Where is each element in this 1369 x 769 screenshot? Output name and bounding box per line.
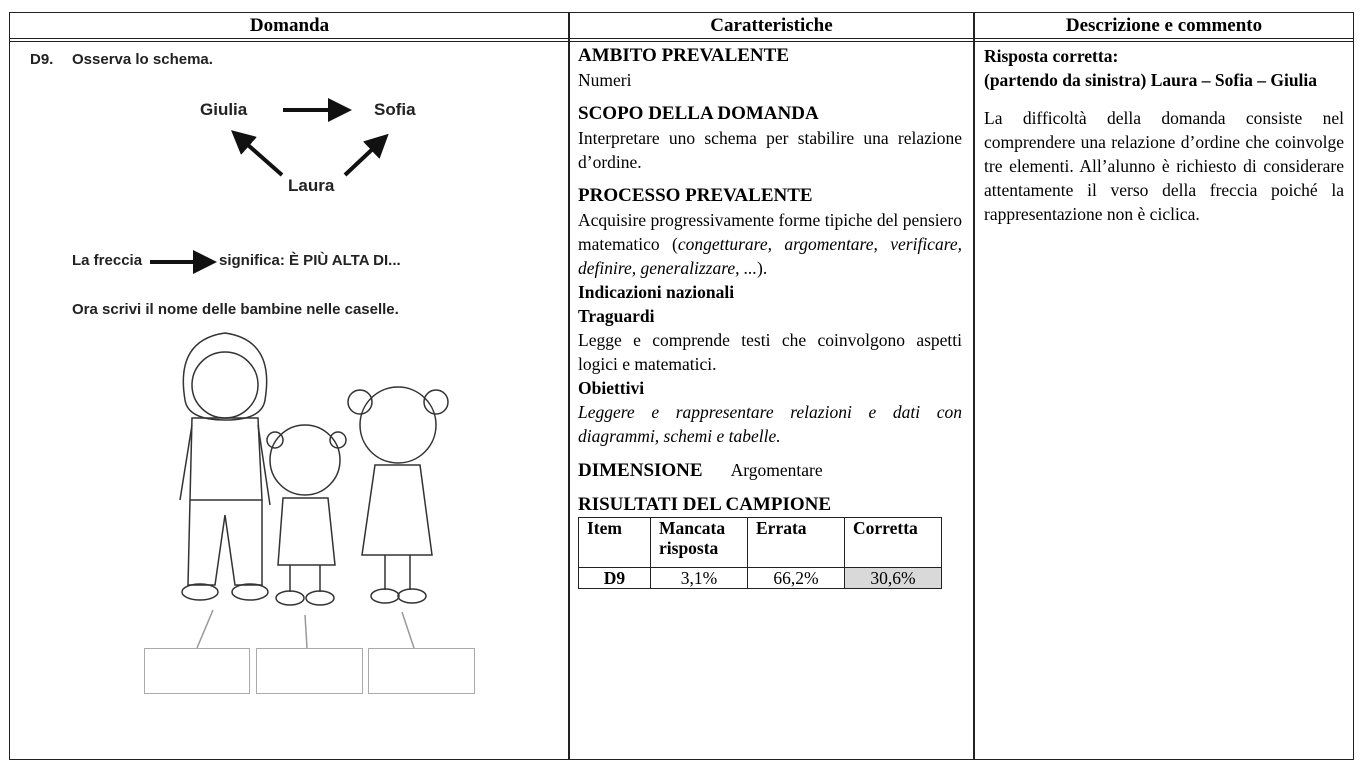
risultati-title: RISULTATI DEL CAMPIONE (578, 494, 832, 515)
description (984, 44, 1344, 226)
header-descrizione: Descrizione e commento (974, 13, 1354, 42)
scopo-value: Interpretare uno schema per stabilire una relazione d’ordine. (578, 128, 962, 172)
answer-box-3[interactable] (368, 648, 475, 694)
results-cell: 66,2% (748, 568, 845, 589)
arrow-laura-sofia (345, 142, 380, 175)
results-header: Errata (748, 518, 845, 568)
obiettivi-value: Leggere e rappresentare relazioni e dati con diagrammi, schemi e tabelle. (578, 402, 962, 446)
dimensione-title: DIMENSIONE (578, 460, 703, 481)
results-cell-correct: 30,6% (845, 568, 942, 589)
results-cell: 3,1% (651, 568, 748, 589)
obiettivi-title: Obiettivi (578, 378, 645, 398)
processo-value (578, 208, 962, 280)
results-header: Item (579, 518, 651, 568)
children-illustration (180, 333, 448, 648)
results-table (578, 517, 942, 589)
traguardi-title: Traguardi (578, 306, 655, 326)
processo-italic: congetturare, argomentare, verificare, definire, generalizzare, ... (578, 234, 962, 278)
question-number: D9. (30, 51, 54, 68)
question-prompt: Osserva lo schema. (72, 51, 213, 68)
results-cell: D9 (579, 568, 651, 589)
dimensione-value: Argomentare (730, 460, 823, 480)
ambito-title: AMBITO PREVALENTE (578, 45, 789, 66)
characteristics (578, 44, 962, 589)
scopo-title: SCOPO DELLA DOMANDA (578, 103, 819, 124)
diagram-giulia: Giulia (200, 100, 248, 119)
header-caratteristiche: Caratteristiche (569, 13, 974, 42)
comment: La difficoltà della domanda consiste nel comprendere una relazione d’ordine che coinvolge tre elementi. All’alunno è richiesto di considerare attentamente il verso della freccia poiché la rappresentazione non è ciclica. (984, 108, 1344, 224)
header-domanda: Domanda (10, 13, 569, 42)
results-header: Mancata risposta (651, 518, 748, 568)
answer-value: (partendo da sinistra) Laura – Sofia – Giulia (984, 70, 1318, 90)
answer-box-2[interactable] (256, 648, 363, 694)
processo-text: Acquisire progressivamente forme tipiche del pensiero matematico ( (578, 210, 962, 254)
arrow-laura-giulia (240, 138, 282, 175)
results-header: Corretta (845, 518, 942, 568)
processo-title: PROCESSO PREVALENTE (578, 185, 813, 206)
arrow-prefix: La freccia (72, 252, 143, 269)
column-divider (973, 13, 975, 759)
answer-title: Risposta corretta: (984, 46, 1119, 66)
diagram-laura: Laura (288, 176, 335, 195)
indicazioni-title: Indicazioni nazionali (578, 282, 735, 302)
diagram-sofia: Sofia (374, 100, 416, 119)
ambito-value: Numeri (578, 70, 632, 90)
arrow-meaning: significa: È PIÙ ALTA DI... (219, 252, 401, 269)
question-instruction: Ora scrivi il nome delle bambine nelle caselle. (72, 301, 399, 318)
traguardi-value: Legge e comprende testi che coinvolgono aspetti logici e matematici. (578, 330, 962, 374)
answer-box-1[interactable] (144, 648, 250, 694)
processo-end: ). (757, 258, 768, 278)
